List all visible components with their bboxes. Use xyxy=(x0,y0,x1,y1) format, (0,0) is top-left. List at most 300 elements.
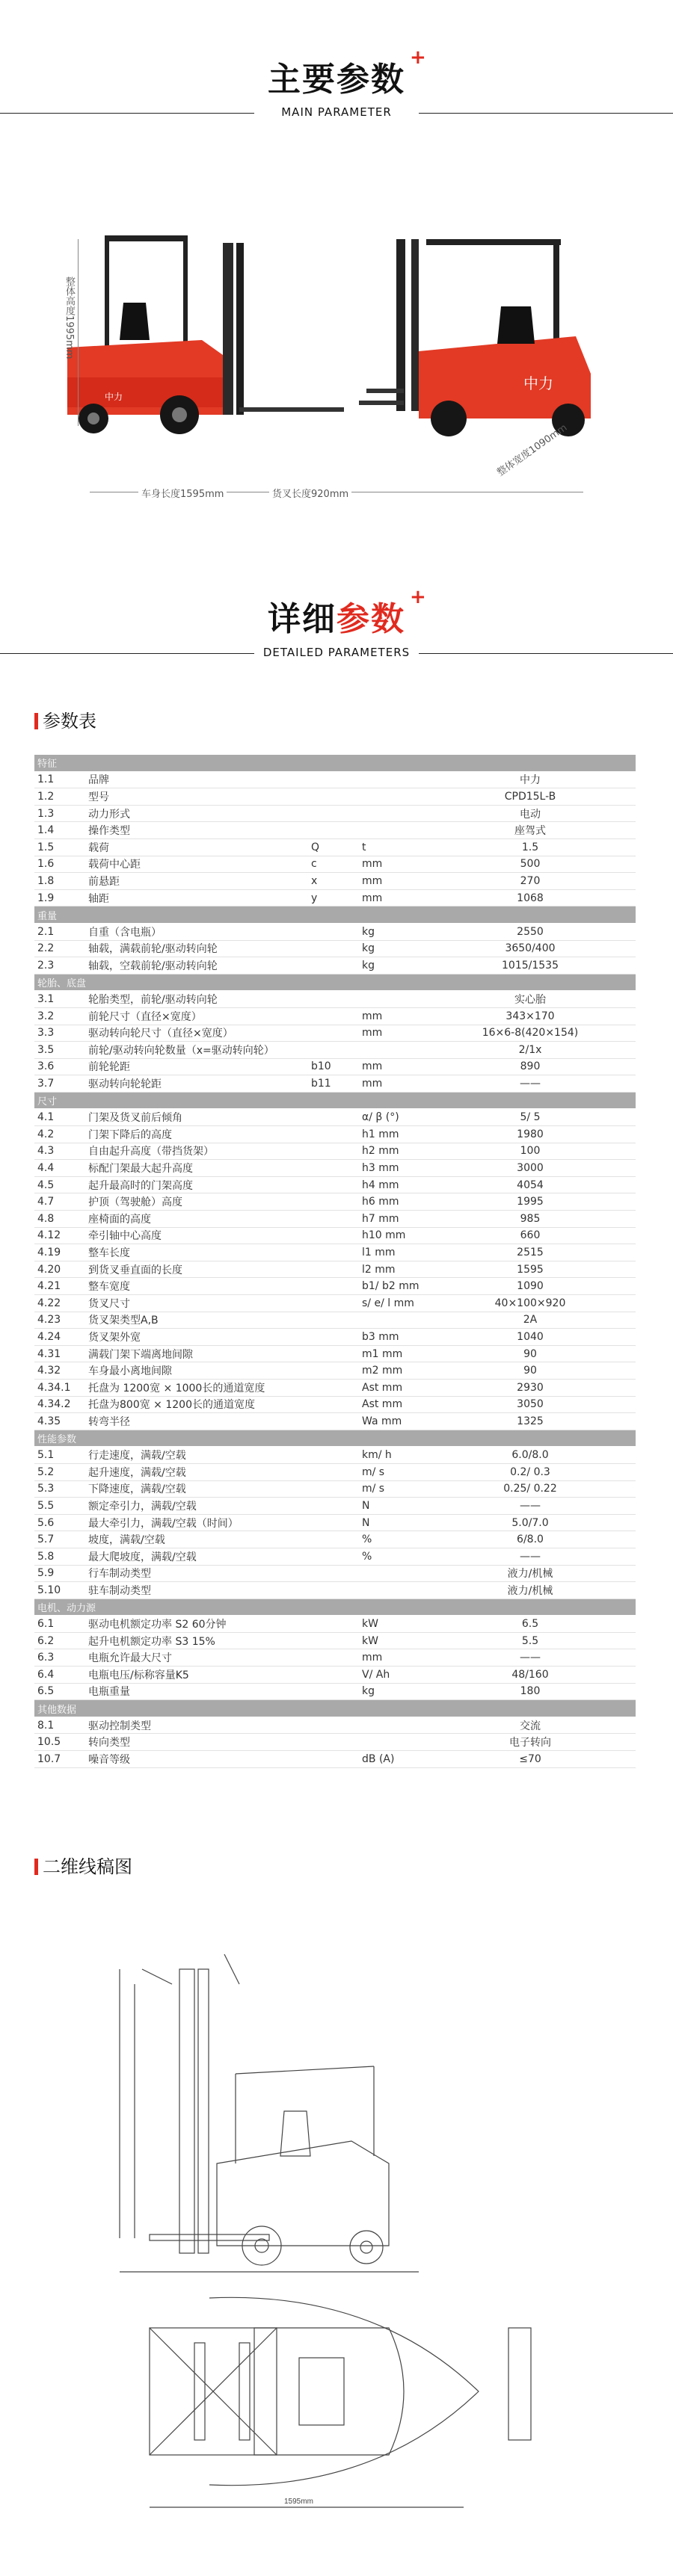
spec-name: 前悬距 xyxy=(85,873,308,890)
spec-symbol xyxy=(308,1531,359,1548)
spec-symbol xyxy=(308,1244,359,1261)
spec-value: 500 xyxy=(425,856,636,873)
spec-value: —— xyxy=(425,1649,636,1667)
spec-value: 液力/机械 xyxy=(425,1582,636,1599)
spec-symbol xyxy=(308,1025,359,1042)
detailed-parameters-header xyxy=(0,592,673,640)
spec-symbol xyxy=(308,1345,359,1362)
spec-name: 下降速度，满载/空载 xyxy=(85,1480,308,1498)
spec-unit: α/ β (°) xyxy=(359,1109,425,1126)
table-row xyxy=(34,1193,636,1211)
spec-value: 3650/400 xyxy=(425,940,636,957)
spec-name: 行车制动类型 xyxy=(85,1565,308,1582)
spec-value: 660 xyxy=(425,1227,636,1244)
spec-value: —— xyxy=(425,1075,636,1093)
spec-unit: t xyxy=(359,838,425,856)
spec-number: 6.2 xyxy=(34,1632,85,1649)
spec-symbol xyxy=(308,1548,359,1565)
spec-number: 1.3 xyxy=(34,805,85,822)
spec-number: 4.23 xyxy=(34,1312,85,1329)
spec-value: 中力 xyxy=(425,771,636,788)
spec-unit xyxy=(359,1582,425,1599)
spec-unit: kW xyxy=(359,1616,425,1633)
spec-number: 1.1 xyxy=(34,771,85,788)
spec-number: 4.32 xyxy=(34,1362,85,1380)
spec-group-label: 轮胎、底盘 xyxy=(34,974,636,991)
spec-symbol xyxy=(308,923,359,940)
spec-group-label: 其他数据 xyxy=(34,1700,636,1717)
spec-symbol xyxy=(308,1295,359,1312)
spec-symbol xyxy=(308,1717,359,1734)
spec-name: 整车长度 xyxy=(85,1244,308,1261)
spec-number: 2.3 xyxy=(34,957,85,975)
table-row xyxy=(34,1616,636,1633)
spec-unit: h1 mm xyxy=(359,1126,425,1143)
overall-height-label: 整体高度1995mm xyxy=(64,277,75,359)
spec-value: 5.5 xyxy=(425,1632,636,1649)
spec-name: 电瓶重量 xyxy=(85,1683,308,1700)
drawing-length-label: 1595mm xyxy=(284,2498,313,2506)
spec-value: 270 xyxy=(425,873,636,890)
table-row xyxy=(34,1007,636,1025)
spec-unit: h3 mm xyxy=(359,1160,425,1177)
spec-number: 5.3 xyxy=(34,1480,85,1498)
plus-icon: + xyxy=(410,586,426,608)
table-row xyxy=(34,1734,636,1751)
spec-unit: kg xyxy=(359,957,425,975)
spec-symbol: x xyxy=(308,873,359,890)
spec-number: 4.34.2 xyxy=(34,1396,85,1413)
spec-unit: s/ e/ l mm xyxy=(359,1295,425,1312)
spec-group-header xyxy=(34,1092,636,1109)
body-length-label: 车身长度1595mm xyxy=(138,486,227,500)
spec-value: 5.0/7.0 xyxy=(425,1514,636,1531)
spec-symbol xyxy=(308,957,359,975)
spec-symbol xyxy=(308,1582,359,1599)
spec-value: 100 xyxy=(425,1143,636,1160)
spec-number: 4.31 xyxy=(34,1345,85,1362)
spec-value: 2515 xyxy=(425,1244,636,1261)
spec-number: 3.3 xyxy=(34,1025,85,1042)
spec-number: 4.34.1 xyxy=(34,1379,85,1396)
spec-name: 起升速度，满载/空载 xyxy=(85,1463,308,1480)
spec-number: 4.1 xyxy=(34,1109,85,1126)
spec-value: 6.5 xyxy=(425,1616,636,1633)
spec-number: 4.7 xyxy=(34,1193,85,1211)
spec-symbol xyxy=(308,1261,359,1278)
spec-name: 驱动转向轮尺寸（直径×宽度） xyxy=(85,1025,308,1042)
table-row xyxy=(34,1632,636,1649)
spec-symbol xyxy=(308,1312,359,1329)
spec-unit: b1/ b2 mm xyxy=(359,1278,425,1295)
spec-name: 噪音等级 xyxy=(85,1751,308,1768)
spec-name: 护顶（驾驶舱）高度 xyxy=(85,1193,308,1211)
detailed-parameters-subtitle: DETAILED PARAMETERS xyxy=(262,646,411,659)
spec-value: 343×170 xyxy=(425,1007,636,1025)
spec-symbol xyxy=(308,822,359,839)
spec-number: 10.7 xyxy=(34,1751,85,1768)
spec-number: 6.3 xyxy=(34,1649,85,1667)
spec-unit: Ast mm xyxy=(359,1379,425,1396)
spec-unit: mm xyxy=(359,1649,425,1667)
spec-number: 6.5 xyxy=(34,1683,85,1700)
spec-name: 满载门架下端离地间隙 xyxy=(85,1345,308,1362)
spec-number: 2.1 xyxy=(34,923,85,940)
spec-number: 5.5 xyxy=(34,1498,85,1515)
spec-unit xyxy=(359,1565,425,1582)
spec-name: 门架下降后的高度 xyxy=(85,1126,308,1143)
table-row xyxy=(34,1312,636,1329)
spec-number: 4.2 xyxy=(34,1126,85,1143)
spec-value: 1980 xyxy=(425,1126,636,1143)
spec-symbol xyxy=(308,1480,359,1498)
table-row xyxy=(34,1109,636,1126)
spec-group-header xyxy=(34,1599,636,1616)
table-row xyxy=(34,1582,636,1599)
spec-name: 货叉架外宽 xyxy=(85,1329,308,1346)
spec-unit: h2 mm xyxy=(359,1143,425,1160)
spec-unit: Wa mm xyxy=(359,1413,425,1430)
spec-group-label: 电机、动力源 xyxy=(34,1599,636,1616)
spec-symbol xyxy=(308,1396,359,1413)
spec-number: 5.9 xyxy=(34,1565,85,1582)
spec-unit: mm xyxy=(359,1058,425,1075)
spec-number: 5.2 xyxy=(34,1463,85,1480)
spec-name: 托盘为 1200宽 × 1000长的通道宽度 xyxy=(85,1379,308,1396)
table-row xyxy=(34,1058,636,1075)
spec-number: 2.2 xyxy=(34,940,85,957)
spec-number: 5.7 xyxy=(34,1531,85,1548)
forklift-front-image xyxy=(351,224,636,448)
table-row xyxy=(34,1160,636,1177)
spec-group-header xyxy=(34,974,636,991)
spec-value: 实心胎 xyxy=(425,991,636,1008)
spec-symbol xyxy=(308,1413,359,1430)
spec-name: 前轮轮距 xyxy=(85,1058,308,1075)
spec-value: 座驾式 xyxy=(425,822,636,839)
spec-value: 2930 xyxy=(425,1379,636,1396)
spec-unit: h10 mm xyxy=(359,1227,425,1244)
spec-unit: b3 mm xyxy=(359,1329,425,1346)
spec-value: 6.0/8.0 xyxy=(425,1447,636,1464)
table-row xyxy=(34,1329,636,1346)
spec-unit: mm xyxy=(359,873,425,890)
spec-name: 驱动电机额定功率 S2 60分钟 xyxy=(85,1616,308,1633)
main-parameter-header xyxy=(0,52,673,100)
height-dim-line xyxy=(78,239,79,426)
spec-name: 电瓶电压/标称容量K5 xyxy=(85,1667,308,1684)
spec-table xyxy=(34,755,636,1768)
table-row xyxy=(34,771,636,788)
spec-value: 40×100×920 xyxy=(425,1295,636,1312)
spec-symbol xyxy=(308,1143,359,1160)
spec-unit: l2 mm xyxy=(359,1261,425,1278)
spec-number: 1.6 xyxy=(34,856,85,873)
spec-symbol: b11 xyxy=(308,1075,359,1093)
spec-symbol xyxy=(308,788,359,806)
table-row xyxy=(34,1244,636,1261)
spec-value: CPD15L-B xyxy=(425,788,636,806)
spec-unit xyxy=(359,822,425,839)
spec-number: 4.35 xyxy=(34,1413,85,1430)
table-row xyxy=(34,1531,636,1548)
spec-group-label: 性能参数 xyxy=(34,1430,636,1447)
spec-unit: mm xyxy=(359,1075,425,1093)
spec-group-header xyxy=(34,755,636,771)
table-row xyxy=(34,1042,636,1059)
spec-name: 标配门架最大起升高度 xyxy=(85,1160,308,1177)
forklift-line-drawing xyxy=(105,1939,628,2530)
table-row xyxy=(34,1514,636,1531)
spec-unit xyxy=(359,788,425,806)
spec-symbol xyxy=(308,771,359,788)
spec-name: 座椅面的高度 xyxy=(85,1211,308,1228)
spec-unit xyxy=(359,1312,425,1329)
spec-name: 型号 xyxy=(85,788,308,806)
spec-symbol xyxy=(308,1632,359,1649)
overall-width-label: 整体宽度1090mm xyxy=(495,421,570,479)
table-row xyxy=(34,1025,636,1042)
spec-value: 2A xyxy=(425,1312,636,1329)
spec-value: 0.2/ 0.3 xyxy=(425,1463,636,1480)
spec-number: 4.21 xyxy=(34,1278,85,1295)
spec-unit xyxy=(359,1717,425,1734)
spec-value: —— xyxy=(425,1548,636,1565)
spec-value: 1040 xyxy=(425,1329,636,1346)
drawing-heading: 二维线稿图 xyxy=(34,1852,132,1878)
spec-table-heading: 参数表 xyxy=(34,706,96,732)
spec-name: 驻车制动类型 xyxy=(85,1582,308,1599)
spec-unit xyxy=(359,991,425,1008)
plus-icon: + xyxy=(410,46,426,69)
spec-value: 3000 xyxy=(425,1160,636,1177)
spec-symbol xyxy=(308,1751,359,1768)
spec-value: 890 xyxy=(425,1058,636,1075)
table-row xyxy=(34,991,636,1008)
table-row xyxy=(34,822,636,839)
spec-group-header xyxy=(34,1430,636,1447)
spec-value: 交流 xyxy=(425,1717,636,1734)
table-row xyxy=(34,1565,636,1582)
spec-symbol xyxy=(308,1463,359,1480)
spec-symbol xyxy=(308,1278,359,1295)
svg-text:中力: 中力 xyxy=(523,376,553,392)
spec-symbol xyxy=(308,1126,359,1143)
spec-value: 液力/机械 xyxy=(425,1565,636,1582)
spec-unit: h6 mm xyxy=(359,1193,425,1211)
table-row xyxy=(34,1345,636,1362)
spec-number: 1.2 xyxy=(34,788,85,806)
spec-value: 0.25/ 0.22 xyxy=(425,1480,636,1498)
table-row xyxy=(34,940,636,957)
spec-number: 1.4 xyxy=(34,822,85,839)
table-row xyxy=(34,873,636,890)
table-row xyxy=(34,1176,636,1193)
table-row xyxy=(34,957,636,975)
spec-value: 1015/1535 xyxy=(425,957,636,975)
table-row xyxy=(34,1447,636,1464)
spec-value: 电子转向 xyxy=(425,1734,636,1751)
table-row xyxy=(34,1295,636,1312)
spec-name: 载荷中心距 xyxy=(85,856,308,873)
spec-unit xyxy=(359,1042,425,1059)
spec-name: 托盘为800宽 × 1200长的通道宽度 xyxy=(85,1396,308,1413)
table-row xyxy=(34,923,636,940)
table-row xyxy=(34,1379,636,1396)
spec-number: 6.4 xyxy=(34,1667,85,1684)
spec-symbol xyxy=(308,1649,359,1667)
spec-name: 坡度，满载/空载 xyxy=(85,1531,308,1548)
spec-name: 最大牵引力，满载/空载（时间） xyxy=(85,1514,308,1531)
spec-unit xyxy=(359,805,425,822)
spec-value: 1995 xyxy=(425,1193,636,1211)
fork-length-label: 货叉长度920mm xyxy=(269,486,351,500)
spec-unit: mm xyxy=(359,1007,425,1025)
spec-name: 驱动控制类型 xyxy=(85,1717,308,1734)
spec-symbol xyxy=(308,1683,359,1700)
spec-name: 额定牵引力，满载/空载 xyxy=(85,1498,308,1515)
spec-value: 2/1x xyxy=(425,1042,636,1059)
spec-name: 货叉尺寸 xyxy=(85,1295,308,1312)
spec-symbol xyxy=(308,1616,359,1633)
spec-value: 3050 xyxy=(425,1396,636,1413)
table-row xyxy=(34,1396,636,1413)
spec-symbol xyxy=(308,805,359,822)
red-bar-icon xyxy=(34,713,38,729)
spec-number: 4.20 xyxy=(34,1261,85,1278)
table-row xyxy=(34,1480,636,1498)
spec-symbol xyxy=(308,1160,359,1177)
spec-name: 车身最小离地间隙 xyxy=(85,1362,308,1380)
spec-value: 180 xyxy=(425,1683,636,1700)
spec-value: 1068 xyxy=(425,889,636,906)
table-row xyxy=(34,1143,636,1160)
spec-number: 5.1 xyxy=(34,1447,85,1464)
spec-number: 1.9 xyxy=(34,889,85,906)
spec-value: 6/8.0 xyxy=(425,1531,636,1548)
spec-group-label: 尺寸 xyxy=(34,1092,636,1109)
spec-group-header xyxy=(34,906,636,924)
spec-number: 4.8 xyxy=(34,1211,85,1228)
spec-number: 4.12 xyxy=(34,1227,85,1244)
spec-name: 电瓶允许最大尺寸 xyxy=(85,1649,308,1667)
spec-symbol: Q xyxy=(308,838,359,856)
table-row xyxy=(34,1649,636,1667)
spec-name: 货叉架类型A,B xyxy=(85,1312,308,1329)
main-parameter-subtitle: MAIN PARAMETER xyxy=(281,105,392,119)
table-row xyxy=(34,1683,636,1700)
spec-name: 操作类型 xyxy=(85,822,308,839)
spec-unit: N xyxy=(359,1498,425,1515)
spec-unit: m2 mm xyxy=(359,1362,425,1380)
spec-group-label: 特征 xyxy=(34,755,636,771)
spec-value: 90 xyxy=(425,1345,636,1362)
spec-value: 1325 xyxy=(425,1413,636,1430)
spec-number: 3.2 xyxy=(34,1007,85,1025)
table-row xyxy=(34,1667,636,1684)
spec-unit: mm xyxy=(359,889,425,906)
spec-symbol: b10 xyxy=(308,1058,359,1075)
spec-symbol: y xyxy=(308,889,359,906)
spec-value: 1.5 xyxy=(425,838,636,856)
spec-symbol xyxy=(308,940,359,957)
spec-group-header xyxy=(34,1700,636,1717)
spec-number: 5.10 xyxy=(34,1582,85,1599)
spec-value: 48/160 xyxy=(425,1667,636,1684)
spec-symbol xyxy=(308,1514,359,1531)
spec-group-label: 重量 xyxy=(34,906,636,924)
spec-number: 4.22 xyxy=(34,1295,85,1312)
spec-number: 3.7 xyxy=(34,1075,85,1093)
spec-unit xyxy=(359,771,425,788)
spec-symbol xyxy=(308,1176,359,1193)
spec-name: 品牌 xyxy=(85,771,308,788)
table-row xyxy=(34,1261,636,1278)
spec-unit: kg xyxy=(359,923,425,940)
spec-number: 4.5 xyxy=(34,1176,85,1193)
spec-symbol xyxy=(308,1227,359,1244)
spec-symbol: c xyxy=(308,856,359,873)
spec-name: 前轮/驱动转向轮数量（x=驱动转向轮） xyxy=(85,1042,308,1059)
spec-name: 牵引轴中心高度 xyxy=(85,1227,308,1244)
spec-symbol xyxy=(308,1007,359,1025)
forklift-side-image xyxy=(52,228,351,452)
spec-unit: kg xyxy=(359,940,425,957)
spec-unit: m/ s xyxy=(359,1480,425,1498)
spec-symbol xyxy=(308,1329,359,1346)
spec-number: 3.1 xyxy=(34,991,85,1008)
spec-name: 门架及货叉前后倾角 xyxy=(85,1109,308,1126)
spec-value: 1090 xyxy=(425,1278,636,1295)
spec-symbol xyxy=(308,1042,359,1059)
spec-symbol xyxy=(308,1109,359,1126)
spec-unit: V/ Ah xyxy=(359,1667,425,1684)
table-row xyxy=(34,1717,636,1734)
spec-unit: Ast mm xyxy=(359,1396,425,1413)
spec-unit: kg xyxy=(359,1683,425,1700)
table-row xyxy=(34,1548,636,1565)
spec-unit: h4 mm xyxy=(359,1176,425,1193)
spec-symbol xyxy=(308,1667,359,1684)
table-row xyxy=(34,1413,636,1430)
spec-value: ≤70 xyxy=(425,1751,636,1768)
spec-name: 载荷 xyxy=(85,838,308,856)
spec-symbol xyxy=(308,1211,359,1228)
spec-symbol xyxy=(308,1734,359,1751)
table-row xyxy=(34,805,636,822)
spec-name: 驱动转向轮轮距 xyxy=(85,1075,308,1093)
main-parameter-title: 主要参数 xyxy=(268,61,405,99)
spec-name: 动力形式 xyxy=(85,805,308,822)
spec-unit: N xyxy=(359,1514,425,1531)
table-row xyxy=(34,1075,636,1093)
spec-unit: l1 mm xyxy=(359,1244,425,1261)
spec-number: 5.8 xyxy=(34,1548,85,1565)
spec-number: 10.5 xyxy=(34,1734,85,1751)
spec-value: —— xyxy=(425,1498,636,1515)
spec-number: 3.5 xyxy=(34,1042,85,1059)
spec-unit: m/ s xyxy=(359,1463,425,1480)
table-row xyxy=(34,1211,636,1228)
spec-symbol xyxy=(308,991,359,1008)
spec-unit: h7 mm xyxy=(359,1211,425,1228)
spec-unit: m1 mm xyxy=(359,1345,425,1362)
spec-number: 5.6 xyxy=(34,1514,85,1531)
spec-number: 8.1 xyxy=(34,1717,85,1734)
spec-number: 4.19 xyxy=(34,1244,85,1261)
table-row xyxy=(34,856,636,873)
table-row xyxy=(34,838,636,856)
